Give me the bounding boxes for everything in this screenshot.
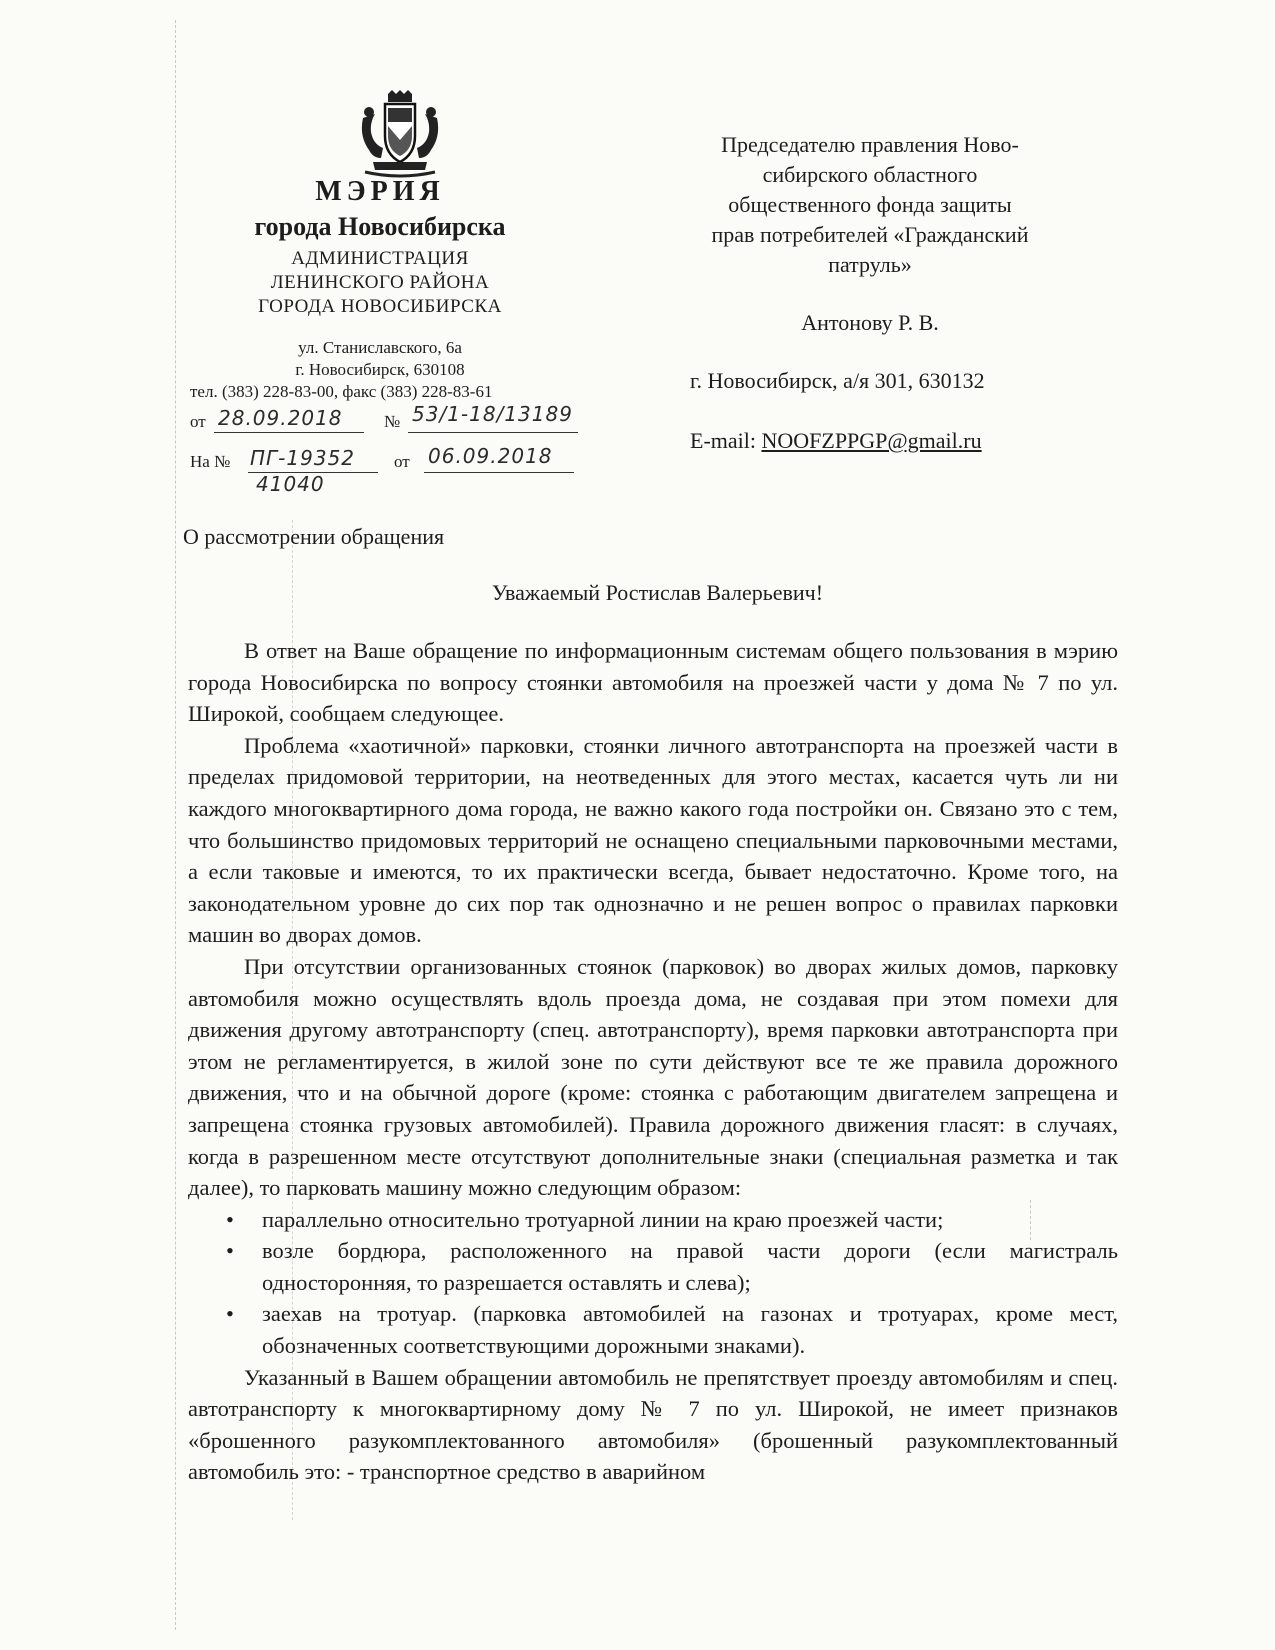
date-underline	[214, 432, 364, 433]
addressee-postal: г. Новосибирск, а/я 301, 630132	[690, 368, 985, 393]
address-line-1: ул. Станиславского, 6а	[298, 338, 462, 357]
bullet-list	[188, 1204, 1118, 1362]
admin-line-1: АДМИНИСТРАЦИЯ	[291, 248, 469, 269]
list-item-text: возле бордюра, расположенного на правой части дороги (если магистраль односторонняя, то разрешается оставлять и слева);	[262, 1238, 1118, 1295]
paragraph: В ответ на Ваше обращение по информационным системам общего пользования в мэрию города Новосибирска по вопросу стоянки автомобиля на проезжей части у дома № 7 по ул. Широкой, сообщаем следующее.	[188, 638, 1118, 727]
phone-line: тел. (383) 228-83-00, факс (383) 228-83-61	[190, 382, 493, 401]
scan-artifact-line	[175, 20, 176, 1630]
date-prefix: от	[190, 412, 206, 431]
handwritten-ref-number: ПГ-19352	[250, 446, 356, 470]
paragraph: Проблема «хаотичной» парковки, стоянки личного автотранспорта на проезжей части в пределах придомовой территории, на неотведенных для этого местах, касается чуть ли ни каждого многоквартирного дома города, не важно какого года постройки он. Связано это с тем, что большинство придомовых территорий не оснащено специальными парковочными местами, а если таковые и имеются, то их практически всегда, бывает недостаточно. Кроме того, на законодательном уровне до сих пор так однозначно и не решен вопрос о правилах парковки машин во дворах домов.	[188, 732, 1118, 948]
admin-line-3: ГОРОДА НОВОСИБИРСКА	[258, 296, 502, 317]
list-item	[188, 1204, 1118, 1236]
handwritten-ref-date: 06.09.2018	[428, 444, 553, 468]
coat-of-arms-icon	[355, 88, 445, 178]
ref-date-prefix: от	[394, 452, 410, 471]
subject-line: О рассмотрении обращения	[183, 524, 445, 549]
bullet-icon: •	[226, 1301, 234, 1327]
handwritten-date: 28.09.2018	[218, 406, 343, 430]
handwritten-ref-extra: 41040	[256, 472, 325, 496]
list-item	[188, 1298, 1118, 1361]
ref-date-underline	[424, 472, 574, 473]
org-name: МЭРИЯ	[315, 176, 445, 207]
email-label: E-mail:	[690, 428, 756, 453]
addressee-email-line	[690, 428, 982, 454]
bullet-icon: •	[226, 1206, 234, 1232]
number-prefix: №	[384, 412, 401, 431]
addressee-line-1: Председателю правления Ново-	[721, 132, 1019, 157]
ref-prefix: На №	[190, 452, 231, 471]
addressee-line-4: прав потребителей «Гражданский	[711, 222, 1029, 247]
address-line-2: г. Новосибирск, 630108	[295, 360, 465, 379]
list-item-text: заехав на тротуар. (парковка автомобилей на газонах и тротуарах, кроме мест, обозначенных соответствующими дорожными знаками).	[262, 1301, 1118, 1359]
addressee-name: Антонову Р. В.	[801, 310, 939, 335]
addressee-line-2: сибирского областного	[762, 162, 978, 187]
addressee-line-3: общественного фонда защиты	[728, 192, 1012, 217]
letter-body	[188, 635, 1118, 1488]
admin-line-2: ЛЕНИНСКОГО РАЙОНА	[270, 272, 490, 293]
salutation: Уважаемый Ростислав Валерьевич!	[491, 580, 824, 605]
bullet-icon: •	[226, 1238, 234, 1264]
email-link[interactable]: NOOFZPPGP@gmail.ru	[761, 428, 982, 453]
handwritten-number: 53/1-18/13189	[412, 402, 573, 426]
paragraph: Указанный в Вашем обращении автомобиль не препятствует проезду автомобилям и спец. автотранспорту к многоквартирному дому № 7 по ул. Широкой, не имеет признаков «брошенного разукомплектованного автомобиля» (брошенный разукомплектованный автомобиль это: - транспортное средство в аварийном	[188, 1364, 1118, 1485]
addressee-line-5: патруль»	[828, 252, 912, 277]
number-underline	[408, 432, 578, 433]
list-item-text: параллельно относительно тротуарной линии на краю проезжей части;	[262, 1206, 944, 1232]
paragraph: При отсутствии организованных стоянок (парковок) во дворах жилых домов, парковку автомобиля можно осуществлять вдоль проезда дома, не создавая при этом помехи для движения другому автотранспорту (спец. автотранспорту), время парковки автотранспорта при этом не регламентируется, в жилой зоне по сути действуют все те же правила дорожного движения, что и на обычной дороге (кроме: стоянка с работающим двигателем запрещена и запрещена стоянка грузовых автомобилей). Правила дорожного движения гласят: в случаях, когда в разрешенном месте отсутствуют дополнительные знаки (специальная разметка и так далее), то парковать машину можно следующим образом:	[188, 953, 1118, 1201]
addressee-block	[660, 130, 1080, 280]
org-city: города Новосибирска	[254, 212, 506, 241]
list-item	[188, 1235, 1118, 1298]
